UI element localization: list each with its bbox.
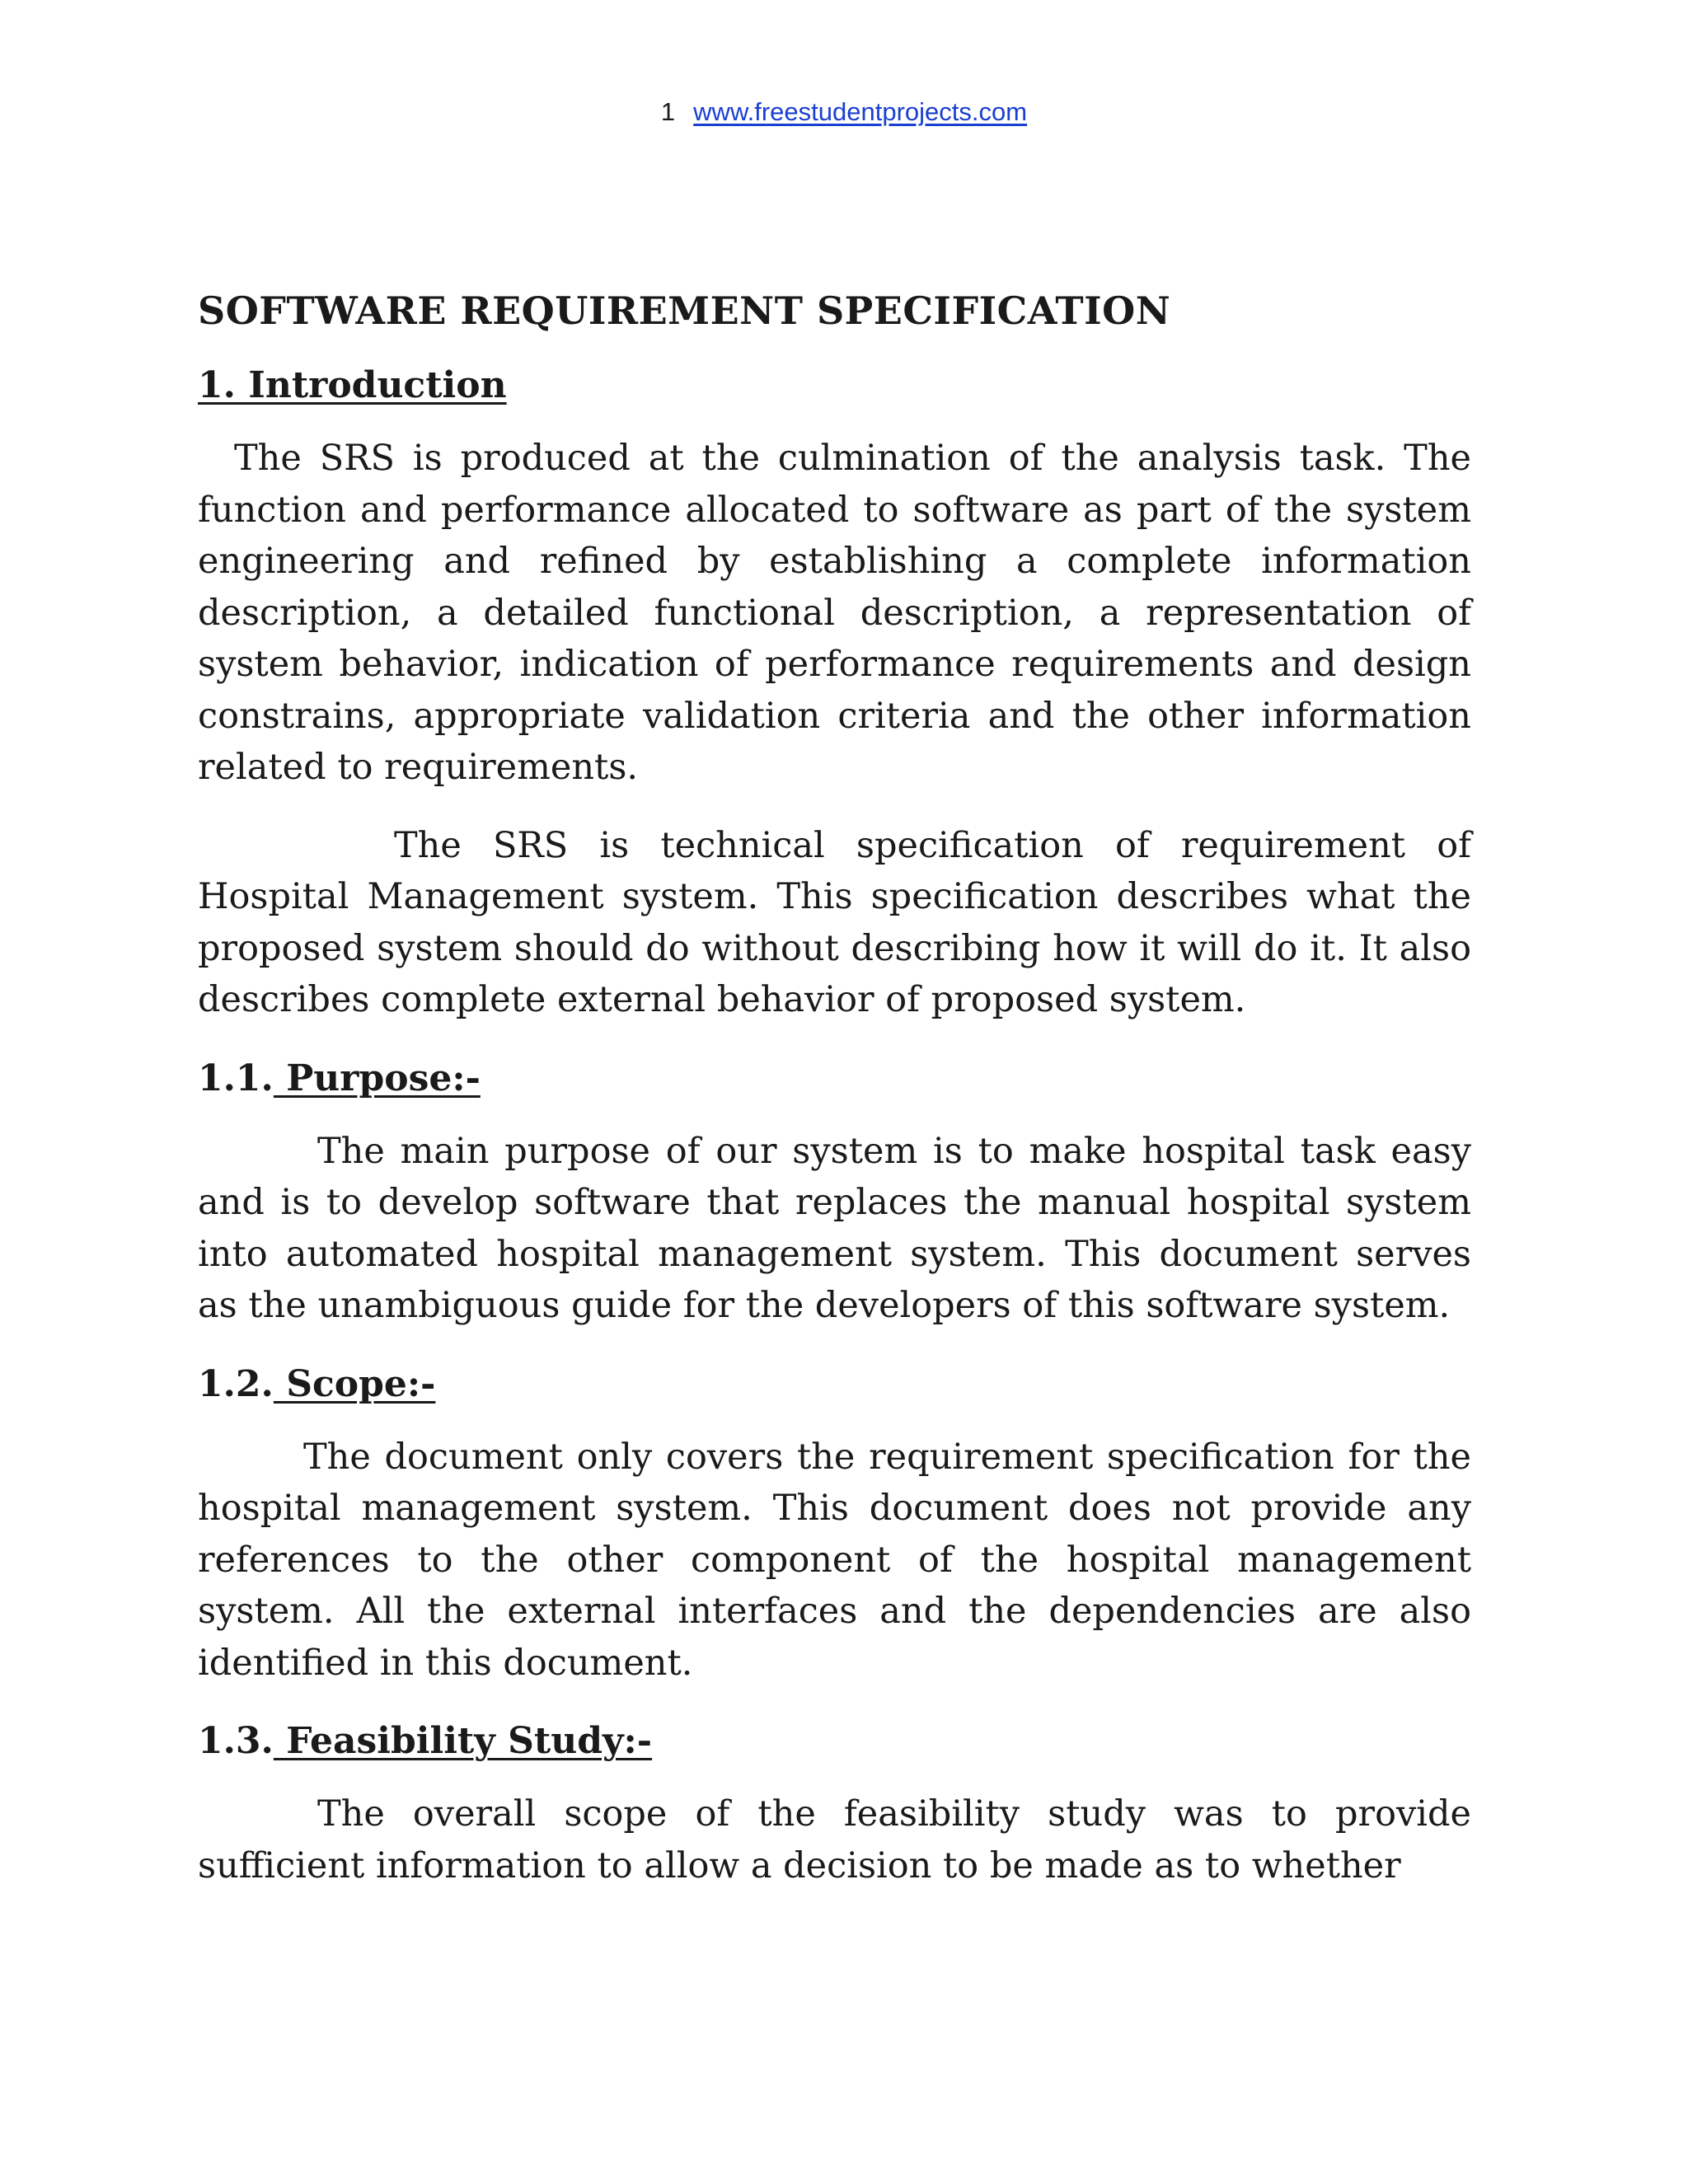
- website-link[interactable]: www.freestudentprojects.com: [693, 97, 1028, 126]
- introduction-paragraph-1: The SRS is produced at the culmination of the analysis task. The function and performance allocated to software as part of the system engineering and refined by establishing a complete information description, a detailed functional description, a representation of system behavior, indication of performance requirements and design constrains, appropriate validation criteria and the other information related to requirements.: [198, 438, 1471, 788]
- page-number: 1: [660, 97, 676, 126]
- section-heading-purpose: [198, 1057, 1471, 1099]
- document-title: SOFTWARE REQUIREMENT SPECIFICATION: [198, 288, 1171, 333]
- introduction-paragraph-2: The SRS is technical specification of requirement of Hospital Management system. This specification describes what the proposed system should do without describing how it will do it. It also describes complete external behavior of proposed system.: [198, 824, 1471, 1020]
- section-heading-feasibility: [198, 1720, 1471, 1762]
- section-heading-scope: [198, 1363, 1471, 1405]
- scope-paragraph: The document only covers the requirement specification for the hospital management system. This document does not provide any references to the other component of the hospital management system. All the external interfaces and the dependencies are also identified in this document.: [198, 1436, 1471, 1684]
- purpose-paragraph: The main purpose of our system is to make hospital task easy and is to develop software that replaces the manual hospital system into automated hospital management system. This document serves as the unambiguous guide for the developers of this software system.: [198, 1130, 1471, 1326]
- scope-title: Scope:-: [273, 1362, 436, 1405]
- introduction-heading-text: 1. Introduction: [198, 364, 507, 406]
- feasibility-paragraph: The overall scope of the feasibility study was to provide sufficient information to allow a decision to be made as to whether: [198, 1793, 1471, 1886]
- purpose-number: 1.1.: [198, 1057, 274, 1099]
- page-header: [0, 97, 1688, 127]
- feasibility-title: Feasibility Study:-: [273, 1720, 653, 1762]
- scope-number: 1.2.: [198, 1362, 274, 1405]
- section-heading-introduction: [198, 364, 1471, 406]
- purpose-title: Purpose:-: [273, 1057, 481, 1099]
- document-body: [198, 280, 1471, 1891]
- feasibility-number: 1.3.: [198, 1720, 274, 1762]
